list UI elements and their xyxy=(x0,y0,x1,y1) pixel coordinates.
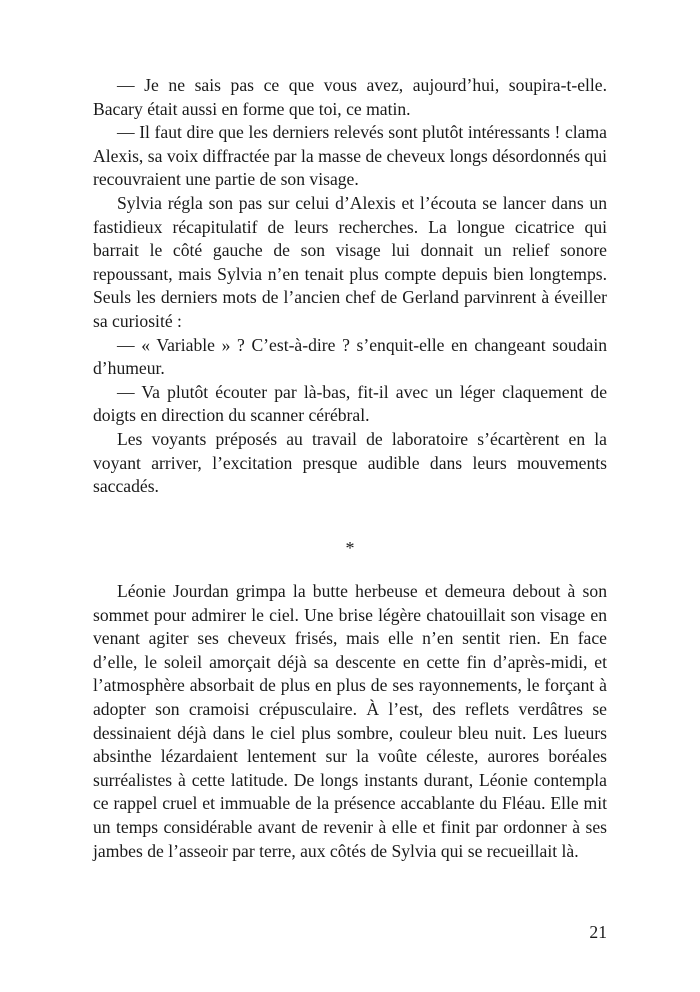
paragraph: — Je ne sais pas ce que vous avez, aujourd’hui, soupira-t-elle. Bacary était aussi en forme que toi, ce matin. xyxy=(93,75,607,119)
section-1 xyxy=(93,74,607,499)
paragraph: Les voyants préposés au travail de laboratoire s’écartèrent en la voyant arriver, l’excitation presque audible dans leurs mouvements saccadés. xyxy=(93,428,607,497)
page-number: 21 xyxy=(589,922,607,942)
section-2 xyxy=(93,580,607,863)
paragraph: — « Variable » ? C’est-à-dire ? s’enquit-elle en changeant soudain d’humeur. xyxy=(93,334,607,379)
section-separator: * xyxy=(345,538,355,558)
paragraph: Sylvia régla son pas sur celui d’Alexis et l’écouta se lancer dans un fastidieux récapitulatif de leurs recherches. La longue cicatrice qui barrait le côté gauche de son visage lui donnait un relief sonore repoussant, mais Sylvia n’en tenait plus compte depuis bien longtemps. Seuls les derniers mots de l’ancien chef de Gerland parvinrent à éveiller sa curiosité : xyxy=(93,192,607,331)
paragraph: — Il faut dire que les derniers relevés sont plutôt intéressants ! clama Alexis, sa voix diffractée par la masse de cheveux longs désordonnés qui recouvraient une partie de son visage. xyxy=(93,122,607,190)
paragraph: — Va plutôt écouter par là-bas, fit-il avec un léger claquement de doigts en direction du scanner cérébral. xyxy=(93,381,607,426)
paragraph: Léonie Jourdan grimpa la butte herbeuse et demeura debout à son sommet pour admirer le ciel. Une brise légère chatouillait son visage en venant agiter ses cheveux frisés, mais elle n’en sentit rien. En face d’elle, le soleil amorçait déjà sa descente en cette fin d’après-midi, et l’atmosphère absorbait de plus en plus de ses rayonnements, le forçant à adopter son cramoisi crépusculaire. À l’est, des reflets verdâtres se dessinaient déjà dans le ciel plus sombre, couleur bleu nuit. Les lueurs absinthe lézardaient lentement sur la voûte céleste, aurores boréales surréalistes à cette latitude. De longs instants durant, Léonie contempla ce rappel cruel et immuable de la présence accablante du Fléau. Elle mit un temps considérable avant de revenir à elle et finit par ordonner à ses jambes de l’asseoir par terre, aux côtés de Sylvia qui se recueillait là. xyxy=(93,581,607,861)
